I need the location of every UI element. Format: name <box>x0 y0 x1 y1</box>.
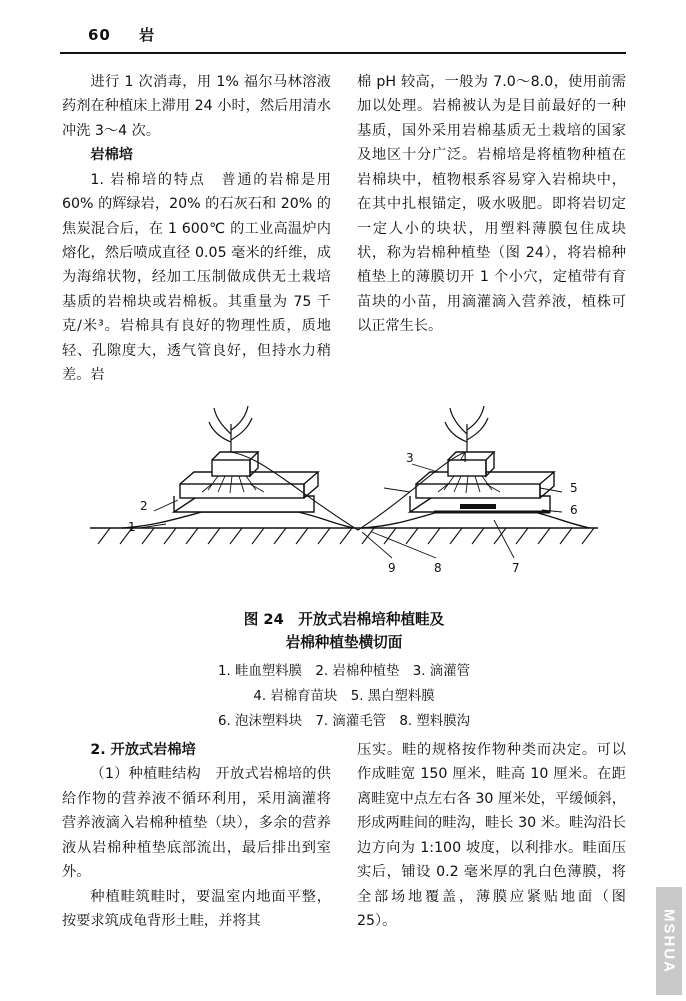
watermark: MSHUA <box>656 887 682 995</box>
right-column <box>357 70 626 387</box>
bottom-left-heading: 2. 开放式岩棉培 <box>90 742 196 758</box>
figure-label-8: 8 <box>434 561 442 575</box>
right-paragraph-1: 棉 pH 较高，一般为 7.0～8.0，使用前需加以处理。岩棉被认为是目前最好的一种基质，国外采用岩棉基质无土栽培的国家及地区十分广泛。岩棉培是将植物种植在岩棉块中，植物根系容易穿入岩棉块中，在其中扎根锚定，吸水吸肥。即将岩切定一定人小的块状，用塑料薄膜包住成块状，称为岩棉种植垫（图 24），将岩棉种植垫上的薄膜切开 1 个小穴，定植带有育苗块的小苗，用滴灌滴入营养液，植株可以正常生长。 <box>357 74 626 335</box>
figure-legend-line-1: 1. 畦血塑料膜 2. 岩棉种植垫 3. 滴灌管 <box>218 664 470 679</box>
figure-legend-line-2: 4. 岩棉育苗块 5. 黑白塑料膜 <box>253 688 435 704</box>
bottom-right-column <box>357 738 626 933</box>
page-number: 60 <box>88 26 111 44</box>
figure-legend <box>62 660 626 734</box>
figure-legend-line-3: 6. 泡沫塑料块 7. 滴灌毛管 8. 塑料膜沟 <box>218 713 470 729</box>
page-header-title: 岩 <box>139 26 156 44</box>
page-header <box>88 24 608 45</box>
figure-24-svg <box>62 400 626 600</box>
figure-caption <box>62 608 626 655</box>
bottom-left-paragraph-2: 种植畦筑畦时，要温室内地面平整，按要求筑成龟背形土畦，并将其 <box>62 888 331 929</box>
figure-label-1: 1 <box>128 520 136 534</box>
left-paragraph-1: 进行 1 次消毒，用 1% 福尔马林溶液药剂在种植床上滞用 24 小时，然后用清水冲洗 3～4 次。 <box>62 74 331 139</box>
bottom-right-paragraph-1: 压实。畦的规格按作物种类而决定。可以作成畦宽 150 厘米，畦高 10 厘米。在距离畦宽中点左右各 30 厘米处，平缓倾斜，形成两畦间的畦沟，畦长 30 米。畦沟沿长边方向为 1:100 坡度，以利排水。畦面压实后，铺设 0.2 毫米厚的乳白色薄膜，将全部场地覆盖，薄膜应紧贴地面（图 25）。 <box>357 742 626 929</box>
figure-label-9: 9 <box>388 561 396 575</box>
figure-caption-line1: 图 24 开放式岩棉培种植畦及 <box>243 611 445 628</box>
left-heading-1: 岩棉培 <box>90 147 133 164</box>
figure-label-2: 2 <box>140 499 148 513</box>
header-divider <box>60 52 626 54</box>
left-paragraph-2: 1. 岩棉培的特点 普通的岩棉是用 60% 的辉绿岩，20% 的石灰石和 20% 的焦炭混合后，在 1 600℃ 的工业高温炉内熔化，然后喷成直径 0.05 毫米的纤维，成为海绵状物，经加工压制做成供无土栽培基质的岩棉块或岩棉板。其重量为 75 千克/米³。岩棉具有良好的物理性质，质地轻、孔隙度大，透气管良好，但持水力稍差。岩 <box>62 171 331 384</box>
figure-label-7: 7 <box>512 561 520 575</box>
body-columns-top <box>62 70 626 387</box>
figure-caption-line2: 岩棉种植垫横切面 <box>285 634 403 652</box>
left-column <box>62 70 331 387</box>
bottom-left-column <box>62 738 331 933</box>
body-columns-bottom <box>62 738 626 933</box>
figure-label-5: 5 <box>570 481 578 495</box>
bottom-left-paragraph-1: （1）种植畦结构 开放式岩棉培的供给作物的营养液不循环利用，采用滴灌将营养液滴入岩棉种植垫（块），多余的营养液从岩棉种植垫底部流出，最后排出到室外。 <box>62 766 331 881</box>
figure-label-6: 6 <box>570 503 578 517</box>
figure-label-4: 4 <box>460 451 468 465</box>
figure-24-illustration <box>62 400 626 600</box>
figure-label-3: 3 <box>406 451 414 465</box>
